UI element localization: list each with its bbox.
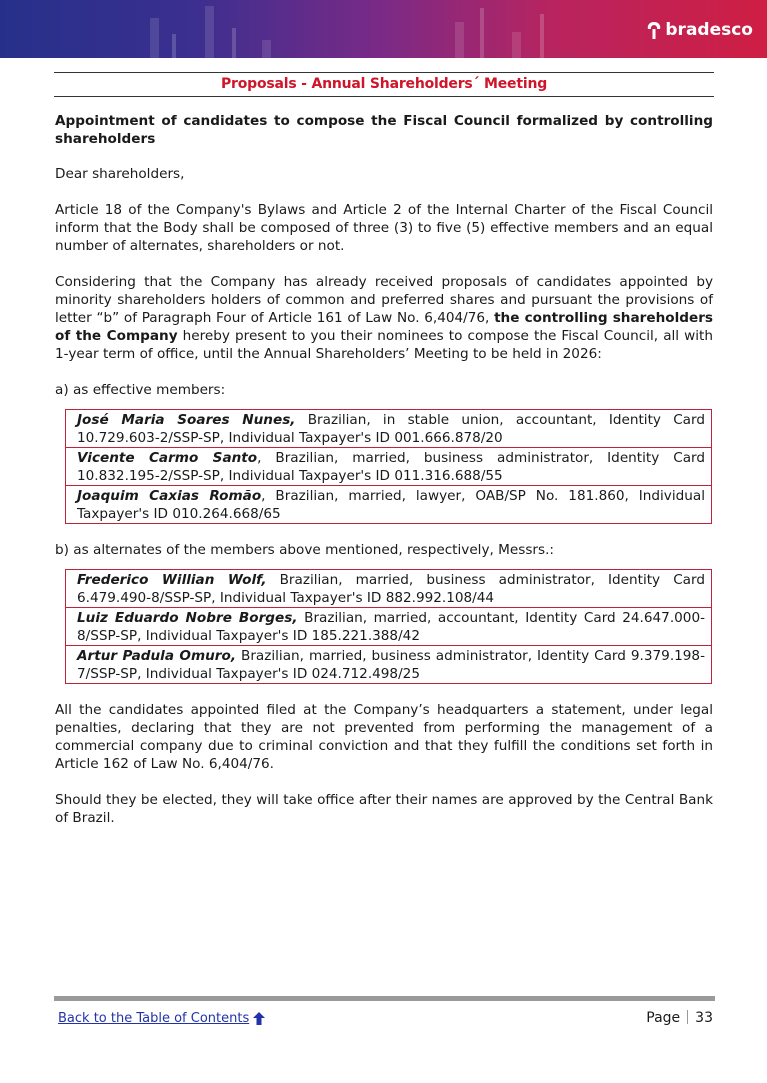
banner-decoration <box>172 34 176 58</box>
back-to-toc-link[interactable] <box>58 1011 265 1026</box>
candidate-details: , Brazilian, married, lawyer, OAB/SP No. 181.860, Individual Taxpayer's ID 010.264.668/65 <box>77 488 705 522</box>
arrow-up-icon <box>253 1012 265 1025</box>
candidate-cell <box>66 646 712 684</box>
banner-decoration <box>480 8 484 58</box>
candidate-name: Vicente Carmo Santo <box>77 450 258 466</box>
section-title: Proposals - Annual Shareholders´ Meeting <box>220 76 548 92</box>
alternate-members-table <box>65 569 712 684</box>
paragraph-approval: Should they be elected, they will take office after their names are approved by the Central Bank of Brazil. <box>55 792 713 826</box>
candidate-name: Joaquim Caxias Romão <box>77 488 262 504</box>
candidate-cell <box>66 608 712 646</box>
table-row <box>66 486 712 524</box>
table-row <box>66 570 712 608</box>
candidate-details: Brazilian, married, business administrator, Identity Card 9.379.198-7/SSP-SP, Individual Taxpayer's ID 024.712.498/25 <box>77 648 705 682</box>
banner-decoration <box>150 18 159 58</box>
heading-rule-top <box>54 72 714 73</box>
candidate-details: Brazilian, in stable union, accountant, Identity Card 10.729.603-2/SSP-SP, Individual Taxpayer's ID 001.666.878/20 <box>77 412 705 446</box>
candidate-details: Brazilian, married, business administrator, Identity Card 6.479.490-8/SSP-SP, Individual Taxpayer's ID 882.992.108/44 <box>77 572 705 606</box>
table-row <box>66 448 712 486</box>
candidate-name: Luiz Eduardo Nobre Borges, <box>77 610 298 626</box>
effective-members-table <box>65 409 712 524</box>
candidate-cell <box>66 410 712 448</box>
alternate-members-label: b) as alternates of the members above mentioned, respectively, Messrs.: <box>55 542 554 558</box>
table-row <box>66 646 712 684</box>
candidate-cell <box>66 486 712 524</box>
header-banner <box>0 0 767 58</box>
candidate-details: Brazilian, married, accountant, Identity Card 24.647.000-8/SSP-SP, Individual Taxpayer's ID 185.221.388/42 <box>77 610 705 644</box>
footer-bar <box>54 996 715 1001</box>
page-label: Page <box>646 1010 681 1026</box>
brand-name: bradesco <box>665 20 753 40</box>
candidate-name: Artur Padula Omuro, <box>77 648 237 664</box>
back-to-toc-label: Back to the Table of Contents <box>58 1011 250 1026</box>
bradesco-logo <box>646 17 753 43</box>
banner-decoration <box>205 6 214 58</box>
page-separator <box>687 1010 688 1024</box>
paragraph-statement: All the candidates appointed filed at the Company’s headquarters a statement, under legal penalties, declaring that they are not prevented from performing the management of a commercial company due to criminal conviction and that they fulfill the conditions set forth in Article 162 of Law No. 6,404/76. <box>55 702 713 772</box>
greeting: Dear shareholders, <box>55 166 185 182</box>
banner-decoration <box>232 28 236 58</box>
page-number-value: 33 <box>695 1010 713 1026</box>
controlling-shareholders-bold: the controlling shareholders of the Company <box>55 310 713 344</box>
heading-rule-bottom <box>54 96 714 97</box>
banner-decoration <box>262 40 271 58</box>
table-row <box>66 608 712 646</box>
candidate-details: , Brazilian, married, business administrator, Identity Card 10.832.195-2/SSP-SP, Individual Taxpayer's ID 011.316.688/55 <box>77 450 706 484</box>
page-number <box>646 1010 713 1026</box>
paragraph-bylaws: Article 18 of the Company's Bylaws and Article 2 of the Internal Charter of the Fiscal Council inform that the Body shall be composed of three (3) to five (5) effective members and an equal number of alternates, shareholders or not. <box>55 202 713 254</box>
table-row <box>66 410 712 448</box>
banner-decoration <box>455 22 464 58</box>
candidate-cell <box>66 570 712 608</box>
banner-decoration <box>540 14 544 58</box>
document-body <box>55 112 713 845</box>
candidate-cell <box>66 448 712 486</box>
paragraph-nominees: Considering that the Company has already received proposals of candidates appointed by minority shareholders holders of common and preferred shares and pursuant the provisions of letter “b” of Paragraph Four of Article 161 of Law No. 6,404/76, the controlling shareholders of the Company hereby present to you their nominees to compose the Fiscal Council, all with 1-year term of office, until the Annual Shareholders’ Meeting to be held in 2026: <box>55 274 713 362</box>
banner-decoration <box>512 32 521 58</box>
candidate-name: Frederico Willian Wolf, <box>77 572 267 588</box>
effective-members-label: a) as effective members: <box>55 382 226 398</box>
candidate-name: José Maria Soares Nunes, <box>77 412 296 428</box>
document-title: Appointment of candidates to compose the Fiscal Council formalized by controlling shareholders <box>55 113 713 147</box>
bradesco-tree-icon <box>646 19 662 41</box>
